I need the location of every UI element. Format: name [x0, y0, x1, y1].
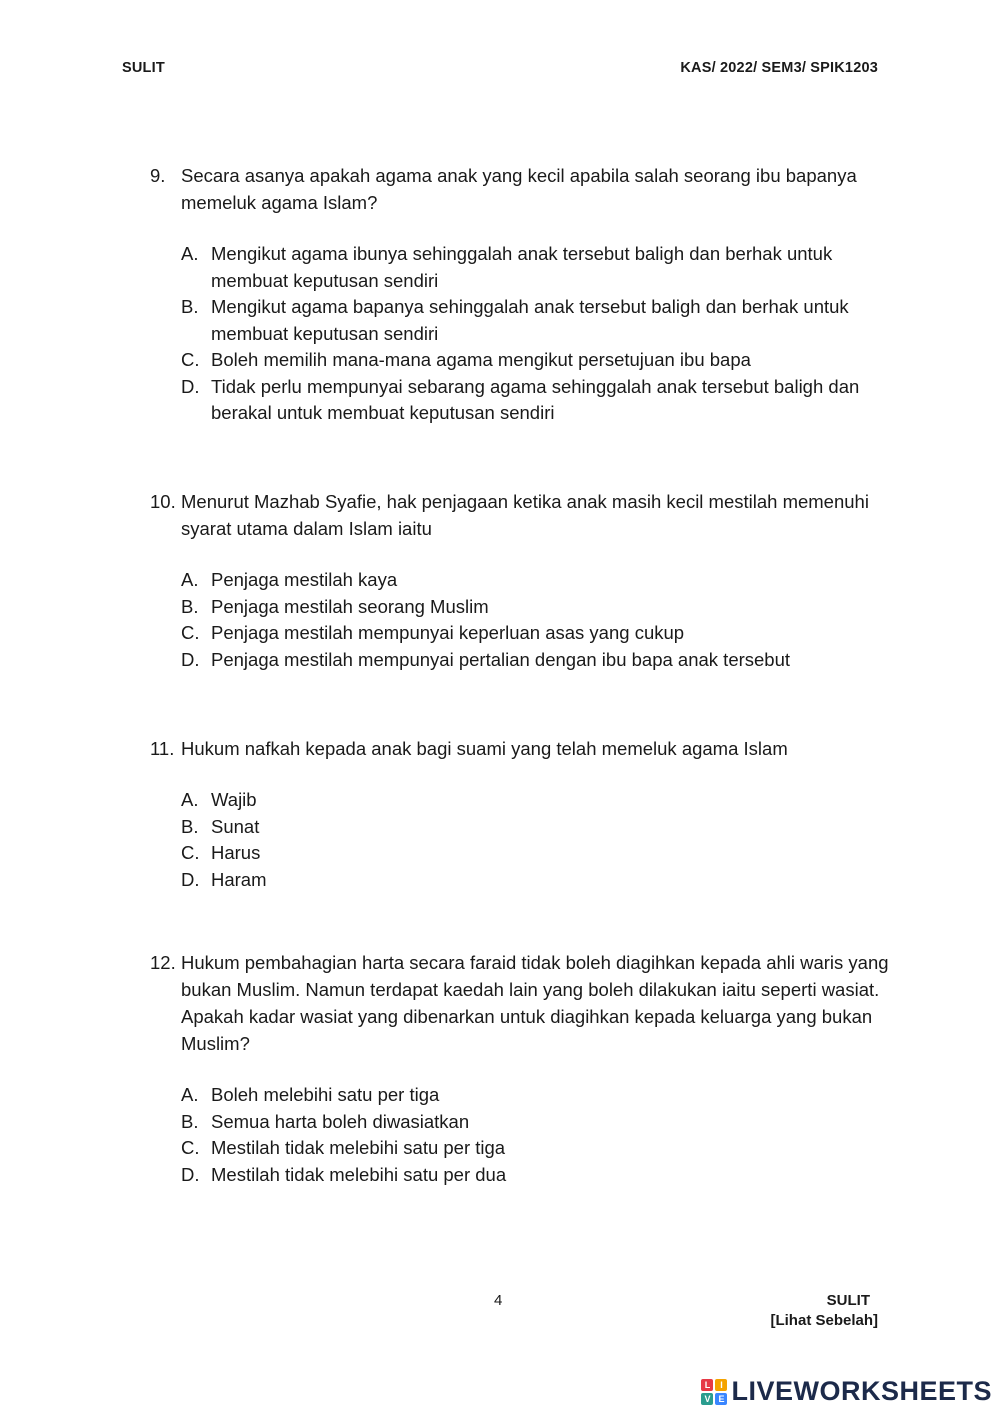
- option-text: Harus: [211, 842, 261, 863]
- option-letter: D.: [181, 868, 200, 890]
- header-course-code: KAS/ 2022/ SEM3/ SPIK1203: [680, 60, 878, 76]
- option-letter: C.: [181, 349, 200, 370]
- option-text: Penjaga mestilah kaya: [211, 569, 398, 590]
- option-letter: B.: [181, 296, 199, 317]
- question-11: [150, 735, 890, 893]
- option-text: Penjaga mestilah mempunyai keperluan asas yang cukup: [211, 622, 685, 643]
- option-text: Sunat: [211, 815, 260, 837]
- option-letter: B.: [181, 815, 199, 837]
- liveworksheets-watermark: [701, 1376, 992, 1407]
- option-a[interactable]: [181, 787, 890, 814]
- option-letter: B.: [181, 595, 199, 617]
- logo-tile: L: [701, 1379, 713, 1391]
- liveworksheets-wordmark: LIVEWORKSHEETS: [731, 1376, 992, 1406]
- question-12: [150, 949, 890, 1188]
- option-c[interactable]: [181, 1135, 890, 1162]
- option-list: [181, 567, 890, 673]
- option-c[interactable]: [181, 840, 890, 867]
- option-b[interactable]: [181, 1109, 890, 1136]
- option-list: [181, 1082, 890, 1188]
- option-text: Mestilah tidak melebihi satu per dua: [211, 1163, 507, 1185]
- question-number: 10.: [150, 491, 176, 512]
- option-d[interactable]: [181, 374, 890, 427]
- option-letter: A.: [181, 569, 199, 590]
- question-number: 9.: [150, 165, 166, 186]
- logo-tile: I: [715, 1379, 727, 1391]
- option-letter: D.: [181, 375, 200, 397]
- footer-sulit-label: SULIT: [826, 1292, 870, 1309]
- option-letter: D.: [181, 648, 200, 670]
- option-text: Penjaga mestilah seorang Muslim: [211, 595, 489, 617]
- option-b[interactable]: [181, 294, 890, 347]
- option-text: Mengikut agama ibunya sehinggalah anak tersebut baligh dan berhak untuk membuat keputusan sendiri: [211, 243, 833, 291]
- option-d[interactable]: [181, 1162, 890, 1189]
- option-text: Haram: [211, 868, 267, 890]
- option-letter: B.: [181, 1110, 199, 1132]
- option-text: Boleh memilih mana-mana agama mengikut persetujuan ibu bapa: [211, 349, 751, 370]
- option-text: Tidak perlu mempunyai sebarang agama sehinggalah anak tersebut baligh dan berakal untuk membuat keputusan sendiri: [211, 375, 860, 423]
- option-c[interactable]: [181, 347, 890, 374]
- option-text: Mestilah tidak melebihi satu per tiga: [211, 1137, 506, 1158]
- option-text: Semua harta boleh diwasiatkan: [211, 1110, 470, 1132]
- option-letter: C.: [181, 842, 200, 863]
- option-d[interactable]: [181, 647, 890, 674]
- option-a[interactable]: [181, 567, 890, 594]
- option-letter: C.: [181, 1137, 200, 1158]
- option-a[interactable]: [181, 241, 890, 294]
- question-stem: Menurut Mazhab Syafie, hak penjagaan ketika anak masih kecil mestilah memenuhi syarat utama dalam Islam iaitu: [181, 491, 869, 539]
- option-list: [181, 787, 890, 893]
- header-left-label: SULIT: [122, 60, 165, 76]
- option-letter: C.: [181, 622, 200, 643]
- option-text: Penjaga mestilah mempunyai pertalian dengan ibu bapa anak tersebut: [211, 648, 791, 670]
- question-stem: Hukum pembahagian harta secara faraid tidak boleh diagihkan kepada ahli waris yang bukan Muslim. Namun terdapat kaedah lain yang boleh dilakukan iaitu seperti wasiat. Apakah kadar wasiat yang dibenarkan untuk diagihkan kepada keluarga yang bukan Muslim?: [181, 952, 889, 1054]
- option-list: [181, 241, 890, 427]
- option-letter: D.: [181, 1163, 200, 1185]
- option-letter: A.: [181, 1084, 199, 1105]
- page-number: 4: [494, 1292, 503, 1309]
- question-number: 11.: [150, 738, 175, 759]
- logo-tile: E: [715, 1393, 727, 1405]
- option-letter: A.: [181, 789, 199, 810]
- option-b[interactable]: [181, 814, 890, 841]
- option-b[interactable]: [181, 594, 890, 621]
- question-10: [150, 488, 890, 673]
- question-stem: Secara asanya apakah agama anak yang kecil apabila salah seorang ibu bapanya memeluk agama Islam?: [181, 165, 857, 213]
- question-number: 12.: [150, 952, 176, 973]
- option-c[interactable]: [181, 620, 890, 647]
- option-d[interactable]: [181, 867, 890, 894]
- option-text: Mengikut agama bapanya sehinggalah anak tersebut baligh dan berhak untuk membuat keputusan sendiri: [211, 296, 849, 344]
- footer-next-page-label: [Lihat Sebelah]: [770, 1312, 878, 1329]
- option-a[interactable]: [181, 1082, 890, 1109]
- option-text: Boleh melebihi satu per tiga: [211, 1084, 440, 1105]
- question-stem: Hukum nafkah kepada anak bagi suami yang telah memeluk agama Islam: [181, 738, 788, 759]
- liveworksheets-logo-icon: [701, 1379, 727, 1405]
- option-letter: A.: [181, 243, 199, 264]
- logo-tile: V: [701, 1393, 713, 1405]
- option-text: Wajib: [211, 789, 257, 810]
- question-9: [150, 162, 890, 427]
